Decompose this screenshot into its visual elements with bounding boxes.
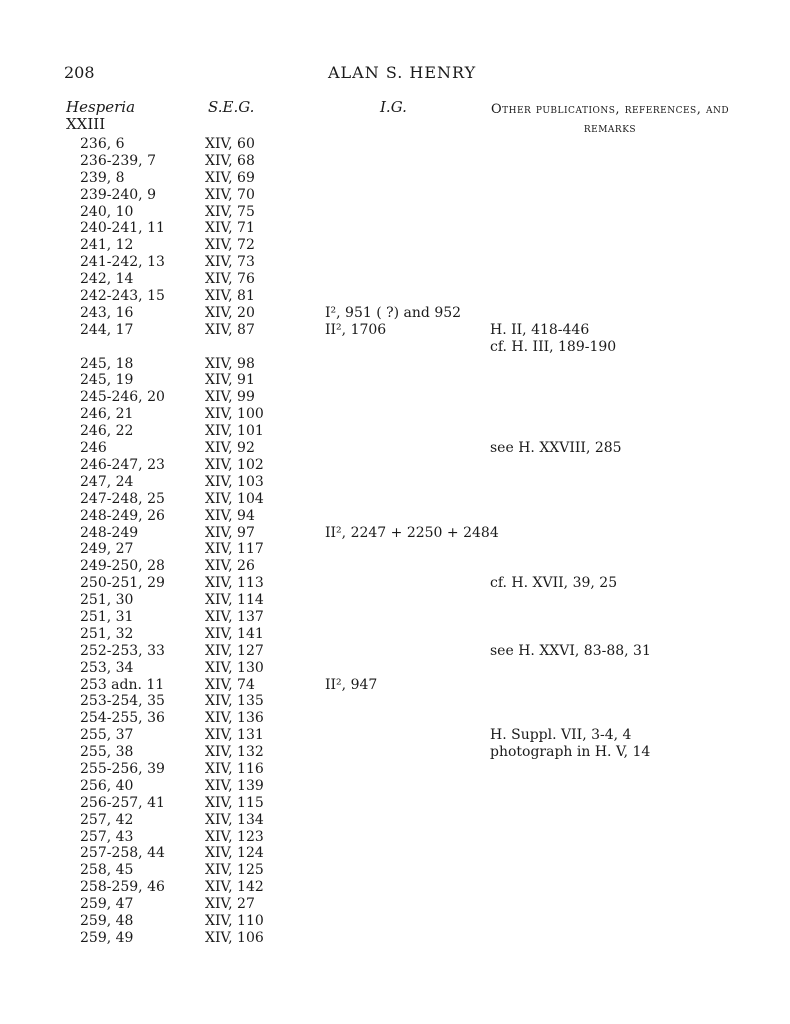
table-row [0, 626, 790, 643]
seg-cell: XIV, 113 [205, 575, 264, 592]
table-row [0, 254, 790, 271]
table-row [0, 862, 790, 879]
seg-cell: XIV, 106 [205, 929, 264, 946]
seg-cell: XIV, 76 [205, 271, 255, 288]
seg-cell: XIV, 71 [205, 220, 255, 237]
seg-cell: XIV, 101 [205, 423, 264, 440]
table-row [0, 643, 790, 660]
table-row [0, 389, 790, 406]
table-row [0, 153, 790, 170]
hesperia-cell: 248-249 [80, 524, 139, 541]
table-row [0, 187, 790, 204]
hesperia-cell: 246-247, 23 [80, 456, 165, 473]
table-row [0, 305, 790, 322]
hesperia-cell: 259, 48 [80, 912, 134, 929]
column-header-ig: I.G. [380, 98, 407, 116]
table-row [0, 322, 790, 356]
seg-cell: XIV, 115 [205, 794, 264, 811]
hesperia-cell: 253-254, 35 [80, 693, 165, 710]
table-row [0, 778, 790, 795]
seg-cell: XIV, 74 [205, 676, 255, 693]
seg-cell: XIV, 134 [205, 811, 264, 828]
hesperia-cell: 248-249, 26 [80, 507, 165, 524]
page-number: 208 [64, 63, 95, 82]
hesperia-cell: 239, 8 [80, 169, 125, 186]
other-cell: see H. XXVI, 83-88, 31 [490, 642, 651, 659]
seg-cell: XIV, 100 [205, 406, 264, 423]
seg-cell: XIV, 123 [205, 828, 264, 845]
table-row [0, 660, 790, 677]
hesperia-cell: 253 adn. 11 [80, 676, 165, 693]
seg-cell: XIV, 97 [205, 524, 255, 541]
table-row [0, 913, 790, 930]
seg-cell: XIV, 87 [205, 321, 255, 338]
table-row [0, 710, 790, 727]
hesperia-cell: 257, 42 [80, 811, 134, 828]
table-row [0, 525, 790, 542]
seg-cell: XIV, 26 [205, 558, 255, 575]
hesperia-cell: 244, 17 [80, 321, 134, 338]
other-cell: cf. H. XVII, 39, 25 [490, 575, 618, 592]
hesperia-cell: 239-240, 9 [80, 186, 156, 203]
table-row [0, 592, 790, 609]
hesperia-cell: 258, 45 [80, 862, 134, 879]
seg-cell: XIV, 131 [205, 727, 264, 744]
seg-cell: XIV, 135 [205, 693, 264, 710]
seg-cell: XIV, 103 [205, 473, 264, 490]
seg-cell: XIV, 139 [205, 777, 264, 794]
ig-cell: II², 947 [325, 676, 378, 693]
table-row [0, 744, 790, 761]
table-row [0, 930, 790, 947]
seg-cell: XIV, 130 [205, 659, 264, 676]
other-cell-continuation: cf. H. III, 189-190 [490, 338, 617, 355]
table-row [0, 845, 790, 862]
hesperia-cell: 246 [80, 440, 107, 457]
hesperia-cell: 259, 49 [80, 929, 134, 946]
seg-cell: XIV, 70 [205, 186, 255, 203]
seg-cell: XIV, 98 [205, 355, 255, 372]
table-row [0, 727, 790, 744]
table-row [0, 271, 790, 288]
seg-cell: XIV, 132 [205, 744, 264, 761]
table-row [0, 220, 790, 237]
hesperia-cell: 236-239, 7 [80, 152, 156, 169]
hesperia-cell: 250-251, 29 [80, 575, 165, 592]
table-row [0, 204, 790, 221]
seg-cell: XIV, 124 [205, 845, 264, 862]
hesperia-cell: 243, 16 [80, 304, 134, 321]
hesperia-cell: 245-246, 20 [80, 389, 165, 406]
seg-cell: XIV, 27 [205, 896, 255, 913]
table-row [0, 356, 790, 373]
hesperia-cell: 255-256, 39 [80, 760, 165, 777]
table-row [0, 795, 790, 812]
seg-cell: XIV, 92 [205, 440, 255, 457]
hesperia-cell: 242, 14 [80, 271, 134, 288]
hesperia-cell: 247-248, 25 [80, 490, 165, 507]
hesperia-cell: 259, 47 [80, 896, 134, 913]
hesperia-cell: 254-255, 36 [80, 710, 165, 727]
running-head: ALAN S. HENRY [328, 63, 477, 82]
hesperia-cell: 245, 19 [80, 372, 134, 389]
table-row [0, 508, 790, 525]
column-header-hesperia: Hesperia [66, 98, 136, 116]
seg-cell: XIV, 73 [205, 254, 255, 271]
hesperia-cell: 249, 27 [80, 541, 134, 558]
table-row [0, 406, 790, 423]
hesperia-cell: 255, 37 [80, 727, 134, 744]
hesperia-cell: 245, 18 [80, 355, 134, 372]
seg-cell: XIV, 137 [205, 608, 264, 625]
table-row [0, 288, 790, 305]
column-header-seg: S.E.G. [208, 98, 255, 116]
table-row [0, 491, 790, 508]
hesperia-cell: 242-243, 15 [80, 288, 165, 305]
hesperia-cell: 257-258, 44 [80, 845, 165, 862]
table-row [0, 896, 790, 913]
seg-cell: XIV, 102 [205, 456, 264, 473]
seg-cell: XIV, 69 [205, 169, 255, 186]
table-row [0, 693, 790, 710]
seg-cell: XIV, 68 [205, 152, 255, 169]
hesperia-cell: 255, 38 [80, 744, 134, 761]
table-row [0, 558, 790, 575]
ig-cell: II², 2247 + 2250 + 2484 [325, 524, 499, 541]
seg-cell: XIV, 127 [205, 642, 264, 659]
table-row [0, 541, 790, 558]
seg-cell: XIV, 141 [205, 625, 264, 642]
table-row [0, 761, 790, 778]
table-row [0, 237, 790, 254]
seg-cell: XIV, 60 [205, 136, 255, 152]
table-row [0, 136, 790, 153]
table-row [0, 812, 790, 829]
hesperia-cell: 258-259, 46 [80, 879, 165, 896]
table-row [0, 440, 790, 457]
seg-cell: XIV, 114 [205, 592, 264, 609]
seg-cell: XIV, 125 [205, 862, 264, 879]
concordance-table [0, 136, 790, 947]
seg-cell: XIV, 91 [205, 372, 255, 389]
table-row [0, 170, 790, 187]
other-cell: see H. XXVIII, 285 [490, 440, 622, 457]
other-cell: photograph in H. V, 14 [490, 744, 651, 761]
other-cell: H. Suppl. VII, 3-4, 4 [490, 727, 632, 744]
volume-label: XXIII [66, 115, 106, 133]
seg-cell: XIV, 75 [205, 203, 255, 220]
table-row [0, 879, 790, 896]
table-row [0, 677, 790, 694]
hesperia-cell: 253, 34 [80, 659, 134, 676]
hesperia-cell: 247, 24 [80, 473, 134, 490]
hesperia-cell: 257, 43 [80, 828, 134, 845]
seg-cell: XIV, 117 [205, 541, 264, 558]
column-header-other: Other publications, references, and remarks [490, 102, 730, 136]
table-row [0, 457, 790, 474]
table-row [0, 609, 790, 626]
hesperia-cell: 246, 21 [80, 406, 134, 423]
hesperia-cell: 240-241, 11 [80, 220, 165, 237]
hesperia-cell: 256, 40 [80, 777, 134, 794]
hesperia-cell: 240, 10 [80, 203, 134, 220]
table-row [0, 829, 790, 846]
ig-cell: I², 951 ( ?) and 952 [325, 304, 462, 321]
hesperia-cell: 256-257, 41 [80, 794, 165, 811]
table-row [0, 474, 790, 491]
hesperia-cell: 251, 32 [80, 625, 134, 642]
hesperia-cell: 241, 12 [80, 237, 134, 254]
hesperia-cell: 241-242, 13 [80, 254, 165, 271]
hesperia-cell: 246, 22 [80, 423, 134, 440]
seg-cell: XIV, 20 [205, 304, 255, 321]
hesperia-cell: 236, 6 [80, 136, 125, 152]
hesperia-cell: 251, 31 [80, 608, 134, 625]
seg-cell: XIV, 104 [205, 490, 264, 507]
hesperia-cell: 251, 30 [80, 592, 134, 609]
hesperia-cell: 252-253, 33 [80, 642, 165, 659]
seg-cell: XIV, 81 [205, 288, 255, 305]
seg-cell: XIV, 136 [205, 710, 264, 727]
table-row [0, 575, 790, 592]
table-row [0, 372, 790, 389]
hesperia-cell: 249-250, 28 [80, 558, 165, 575]
seg-cell: XIV, 94 [205, 507, 255, 524]
table-row [0, 423, 790, 440]
seg-cell: XIV, 142 [205, 879, 264, 896]
seg-cell: XIV, 110 [205, 912, 264, 929]
other-cell: H. II, 418-446 [490, 321, 590, 338]
seg-cell: XIV, 99 [205, 389, 255, 406]
seg-cell: XIV, 116 [205, 760, 264, 777]
ig-cell: II², 1706 [325, 321, 387, 338]
seg-cell: XIV, 72 [205, 237, 255, 254]
